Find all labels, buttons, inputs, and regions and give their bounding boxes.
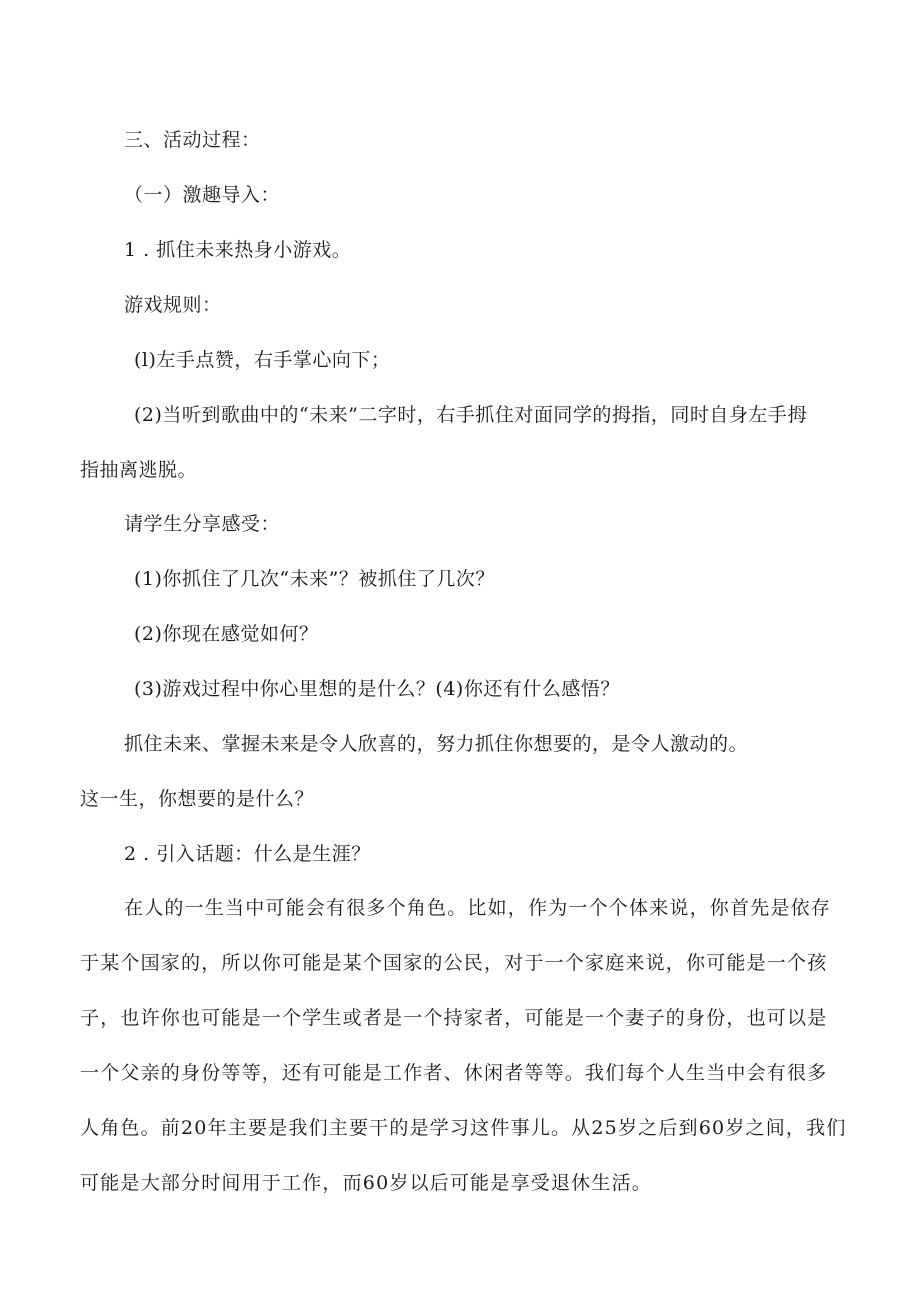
rule-2-line-2: 指抽离逃脱。 [80, 459, 198, 481]
paragraph-line: 子，也许你也可能是一个学生或者是一个持家者，可能是一个妻子的身份，也可以是 [80, 1007, 828, 1029]
question-3-4: (3)游戏过程中你心里想的是什么？(4)你还有什么感悟？ [134, 678, 620, 700]
rule-2-line-1: (2)当听到歌曲中的“未来”二字时，右手抓住对面同学的拇指，同时自身左手拇 [134, 404, 807, 426]
rule-1: (l)左手点赞，右手掌心向下； [134, 349, 391, 371]
summary-line-2: 这一生，你想要的是什么？ [80, 788, 315, 810]
summary-line-1: 抓住未来、掌握未来是令人欣喜的，努力抓住你想要的，是令人激动的。 [124, 733, 749, 755]
rules-label: 游戏规则： [124, 294, 222, 316]
question-1: (1)你抓住了几次“未来”？被抓住了几次？ [134, 568, 495, 590]
paragraph-line: 于某个国家的，所以你可能是某个国家的公民，对于一个家庭来说，你可能是一个孩 [80, 952, 828, 974]
paragraph-line: 可能是大部分时间用于工作，而60岁以后可能是享受退休生活。 [80, 1172, 652, 1194]
item2-title: 2 . 引入话题：什么是生涯？ [124, 843, 371, 865]
item1-title: 1 . 抓住未来热身小游戏。 [124, 239, 352, 261]
paragraph-line: 一个父亲的身份等等，还有可能是工作者、休闲者等等。我们每个人生当中会有很多 [80, 1062, 828, 1084]
question-2: (2)你现在感觉如何？ [134, 623, 319, 645]
subsection-heading: （一）激趣导入： [124, 184, 281, 206]
section-heading: 三、活动过程： [124, 129, 261, 151]
share-prompt: 请学生分享感受： [124, 513, 281, 535]
paragraph-line: 人角色。前20年主要是我们主要干的是学习这件事儿。从25岁之后到60岁之间，我们 [80, 1117, 847, 1139]
paragraph-line: 在人的一生当中可能会有很多个角色。比如，作为一个个体来说，你首先是依存 [124, 897, 832, 919]
